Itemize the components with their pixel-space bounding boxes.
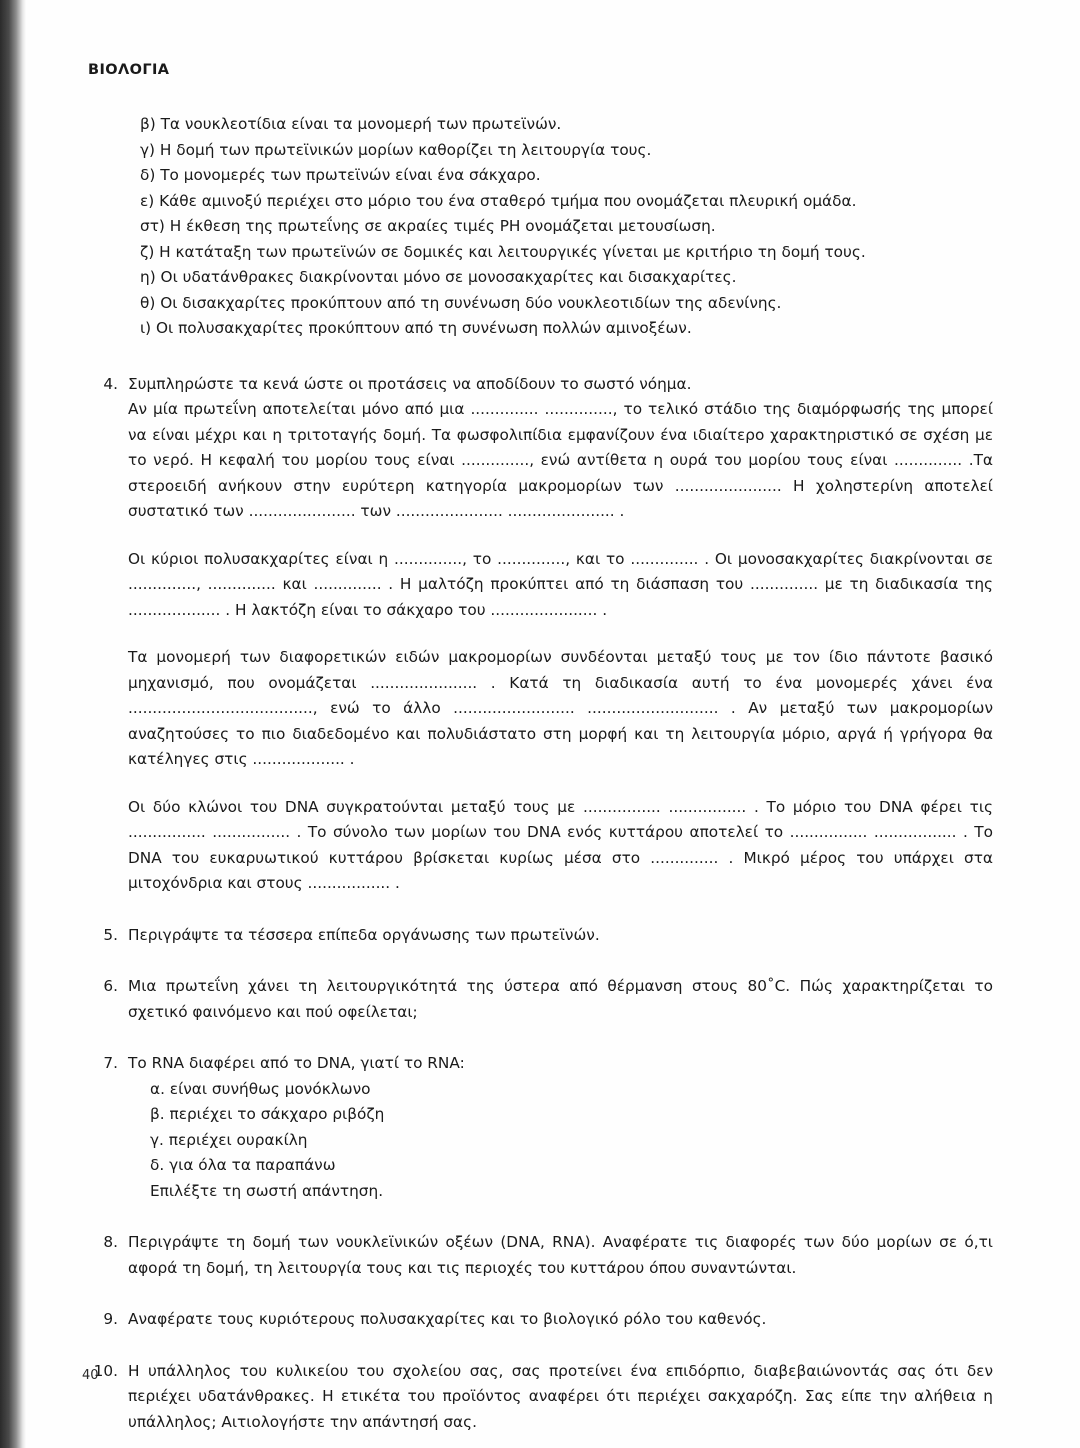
question-item [88, 372, 993, 897]
list-item: δ) Το μονομερές των πρωτεϊνών είναι ένα σάκχαρο. [140, 166, 541, 184]
question-body [128, 974, 993, 1025]
question-number: 10. [93, 1361, 118, 1380]
question-prompt: Συμπληρώστε τα κενά ώστε οι προτάσεις να αποδίδουν το σωστό νόημα. [128, 374, 692, 393]
question-prompt: Περιγράψτε τη δομή των νουκλεϊνικών οξέων (DNA, RNA). Αναφέρατε τις διαφορές των δύο μορίων σε ό,τι αφορά τη δομή, τη λειτουργία τους και τις περιοχές του κυττάρου όπου συναντώνται. [128, 1233, 993, 1277]
question-item [88, 1359, 993, 1436]
question-prompt: Μια πρωτεΐνη χάνει τη λειτουργικότητά της ύστερα από θέρμανση στους 80˚C. Πώς χαρακτηρίζεται το σχετικό φαινόμενο και πού οφείλεται; [128, 977, 993, 1021]
question-body [128, 923, 993, 949]
page-number: 40 [82, 1368, 99, 1383]
question-number: 9. [103, 1310, 118, 1328]
answer-option: γ. περιέχει ουρακίλη [150, 1130, 308, 1149]
question-item [88, 1051, 993, 1204]
list-item: θ) Οι δισακχαρίτες προκύπτουν από τη συνένωση δύο νουκλεοτιδίων της αδενίνης. [140, 293, 782, 312]
question-paragraph: Τα μονομερή των διαφορετικών ειδών μακρομορίων συνδέονται μεταξύ τους με τον ίδιο πάντοτε βασικό μηχανισμό, που ονομάζεται ...................... . Κατά τη διαδικασία αυτή το ένα μονομερές χάνει ένα ......................................, ενώ το άλλο ......................... ........................... . Αν μεταξύ των μακρομορίων αναζητούσες το πιο διαδεδομένο και πολυδιάστατο στη μορφή και τη λειτουργία μόριο, αργά ή γρήγορα θα κατέληγες στις ................... . [128, 648, 993, 768]
question-prompt: Αναφέρατε τους κυριότερους πολυσακχαρίτες και το βιολογικό ρόλο του καθενός. [128, 1310, 767, 1328]
question-body [128, 1230, 993, 1281]
answer-instruction: Επιλέξτε τη σωστή απάντηση. [150, 1181, 384, 1200]
answer-option: α. είναι συνήθως μονόκλωνο [150, 1079, 371, 1098]
list-item: στ) Η έκθεση της πρωτεΐνης σε ακραίες τιμές PH ονομάζεται μετουσίωση. [140, 217, 716, 235]
question-body [128, 1307, 993, 1333]
question-number: 5. [103, 925, 118, 944]
question-paragraph: Οι κύριοι πολυσακχαρίτες είναι η .............., το .............., και το .............. . Οι μονοσακχαρίτες διακρίνονται σε .............., .............. και .............. . Η μαλτόζη προκύπτει από τη διάσπαση του .............. με τη διαδικασία της ................... . Η λακτόζη είναι το σάκχαρο του ...................... . [128, 549, 993, 619]
answer-option: δ. για όλα τα παραπάνω [150, 1156, 336, 1174]
question-prompt: Το RNA διαφέρει από το DNA, γιατί το RNA: [128, 1054, 465, 1072]
question-body [128, 1359, 993, 1436]
question-item [88, 923, 993, 949]
question-prompt: Η υπάλληλος του κυλικείου του σχολείου σας, σας προτείνει ένα επιδόρπιο, διαβεβαιώνοντάς σας ότι δεν περιέχει υδατάνθρακες. Η ετικέτα του προϊόντος αναφέρει ότι περιέχει σακχαρόζη. Σας είπε την αλήθεια η υπάλληλος; Αιτιολογήστε την απάντησή σας. [128, 1361, 993, 1431]
answer-option: β. περιέχει το σάκχαρο ριβόζη [150, 1105, 385, 1123]
question-number: 7. [103, 1054, 118, 1072]
page-title: ΒΙΟΛΟΓΙΑ [88, 62, 170, 78]
question-number: 8. [103, 1233, 118, 1251]
page-content [88, 62, 993, 1435]
question-body [128, 1051, 993, 1204]
list-item: β) Τα νουκλεοτίδια είναι τα μονομερή των πρωτεϊνών. [140, 115, 562, 133]
question-paragraph: Αν μία πρωτεΐνη αποτελείται μόνο από μια .............. .............., το τελικό στάδιο της διαμόρφωσής της μπορεί να είναι μέχρι και η τριτοταγής δομή. Τα φωσφολιπίδια εμφανίζουν ένα ιδιαίτερο χαρακτηριστικό σε σχέση με το νερό. Η κεφαλή του μορίου τους είναι .............., ενώ αντίθετα η ουρά του μορίου τους είναι .............. .Τα στεροειδή ανήκουν στην ευρύτερη κατηγορία μακρομορίων των ...................... Η χοληστερίνη αποτελεί συστατικό των ...................... των ...................... ...................... . [128, 400, 993, 520]
scan-edge-artifact [0, 0, 26, 1448]
question-paragraph: Οι δύο κλώνοι του DNA συγκρατούνται μεταξύ τους με ................ ................ . Το μόριο του DNA φέρει τις ................ ................ . Το σύνολο των μορίων του DNA ενός κυττάρου αποτελεί το ................ ................. . Το DNA του ευκαρυωτικού κυττάρου βρίσκεται κυρίως μέσα στο .............. . Μικρό μέρος του υπάρχει στα μιτοχόνδρια και στους ................. . [128, 797, 993, 892]
question-prompt: Περιγράψτε τα τέσσερα επίπεδα οργάνωσης των πρωτεϊνών. [128, 925, 600, 944]
question-item [88, 974, 993, 1025]
list-item: ι) Οι πολυσακχαρίτες προκύπτουν από τη συνένωση πολλών αμινοξέων. [140, 319, 692, 337]
list-item: γ) Η δομή των πρωτεϊνικών μορίων καθορίζει τη λειτουργία τους. [140, 140, 652, 159]
question-number: 6. [103, 977, 118, 995]
question-body [128, 372, 993, 897]
statement-list [140, 112, 993, 342]
question-number: 4. [103, 374, 118, 393]
question-item [88, 1230, 993, 1281]
list-item: ζ) Η κατάταξη των πρωτεϊνών σε δομικές και λειτουργικές γίνεται με κριτήριο τη δομή τους. [140, 242, 866, 261]
question-item [88, 1307, 993, 1333]
list-item: η) Οι υδατάνθρακες διακρίνονται μόνο σε μονοσακχαρίτες και δισακχαρίτες. [140, 268, 737, 286]
list-item: ε) Κάθε αμινοξύ περιέχει στο μόριο του ένα σταθερό τμήμα που ονομάζεται πλευρική ομάδα. [140, 191, 857, 210]
